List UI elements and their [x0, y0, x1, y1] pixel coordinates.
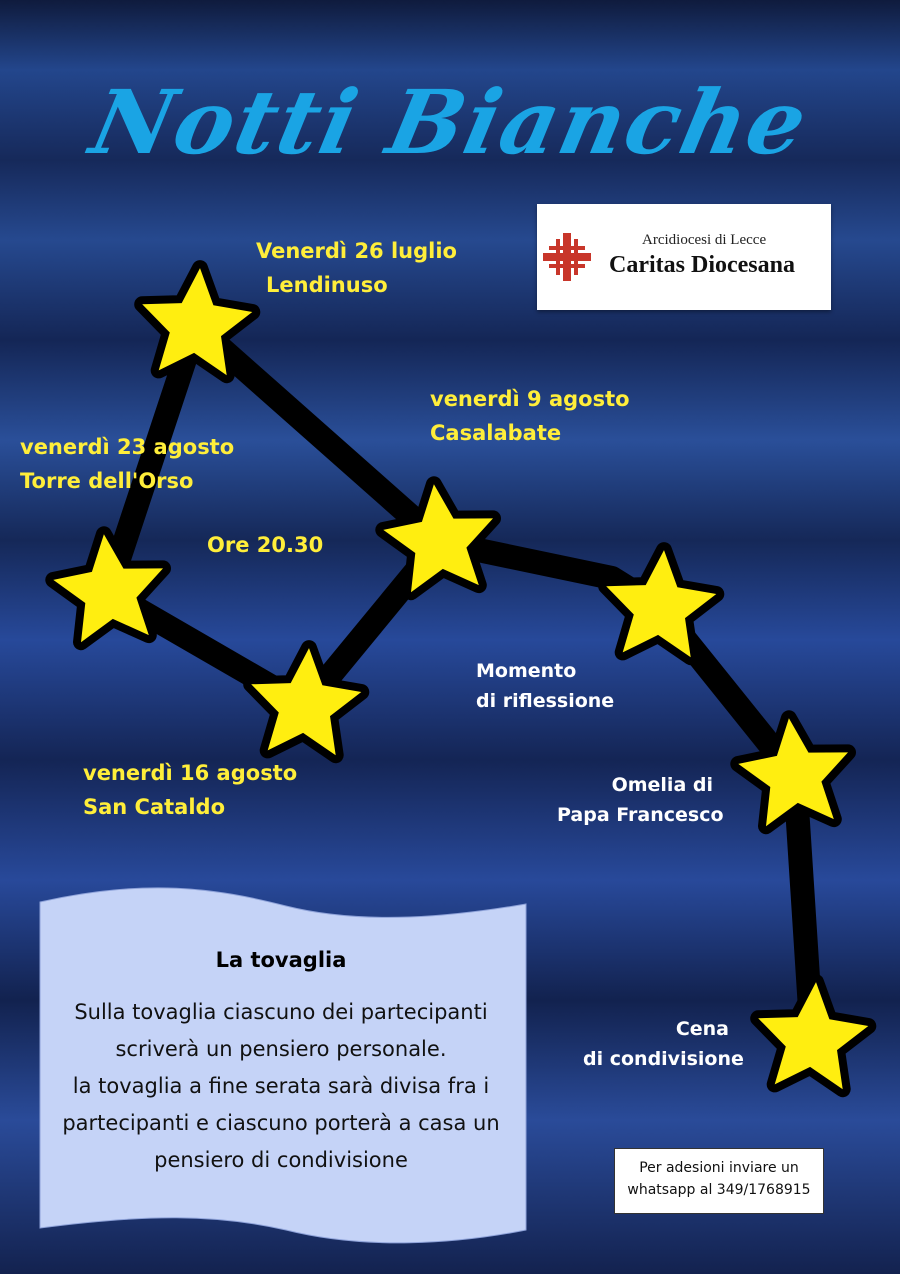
event-place: Torre dell'Orso [20, 469, 194, 493]
event-lendinuso [256, 234, 457, 302]
program-line: di condivisione [583, 1048, 744, 1070]
event-torre-dellorso [20, 430, 234, 498]
event-date: Venerdì 26 luglio [256, 239, 457, 263]
program-line: di riflessione [476, 690, 615, 712]
event-date: venerdì 16 agosto [83, 761, 298, 785]
tovaglia-line: pensiero di condivisione [154, 1148, 408, 1172]
tovaglia-line: la tovaglia a fine serata sarà divisa fra i [72, 1074, 490, 1098]
program-line: Momento [476, 660, 577, 682]
event-place: Lendinuso [266, 273, 388, 297]
contact-line: Per adesioni inviare un [639, 1160, 799, 1176]
program-riflessione [476, 656, 614, 716]
tovaglia-line: scriverà un pensiero personale. [115, 1037, 447, 1061]
event-place: Casalabate [430, 421, 562, 445]
program-line: Cena [675, 1018, 729, 1040]
contact-box [614, 1148, 824, 1214]
logo-subtitle: Arcidiocesi di Lecce [642, 232, 767, 248]
tovaglia-line: Sulla tovaglia ciascuno dei partecipanti [74, 1000, 488, 1024]
tovaglia-line: partecipanti e ciascuno porterà a casa un [62, 1111, 500, 1135]
program-omelia [557, 770, 724, 830]
event-time: Ore 20.30 [207, 533, 324, 557]
event-place: San Cataldo [83, 795, 226, 819]
logo-name: Caritas Diocesana [609, 252, 795, 278]
event-san-cataldo [83, 756, 297, 824]
page-title: Notti Bianche [82, 70, 818, 174]
program-line: Papa Francesco [557, 804, 724, 826]
program-cena [583, 1014, 744, 1074]
contact-line: whatsapp al 349/1768915 [627, 1182, 811, 1198]
event-casalabate [430, 382, 630, 450]
tovaglia-text [40, 994, 522, 1179]
event-date: venerdì 9 agosto [430, 387, 630, 411]
star-torre-dellorso [53, 534, 163, 642]
program-line: Omelia di [611, 774, 713, 796]
tovaglia-title: La tovaglia [215, 948, 347, 972]
star-cena [758, 982, 868, 1089]
event-date: venerdì 23 agosto [20, 435, 235, 459]
